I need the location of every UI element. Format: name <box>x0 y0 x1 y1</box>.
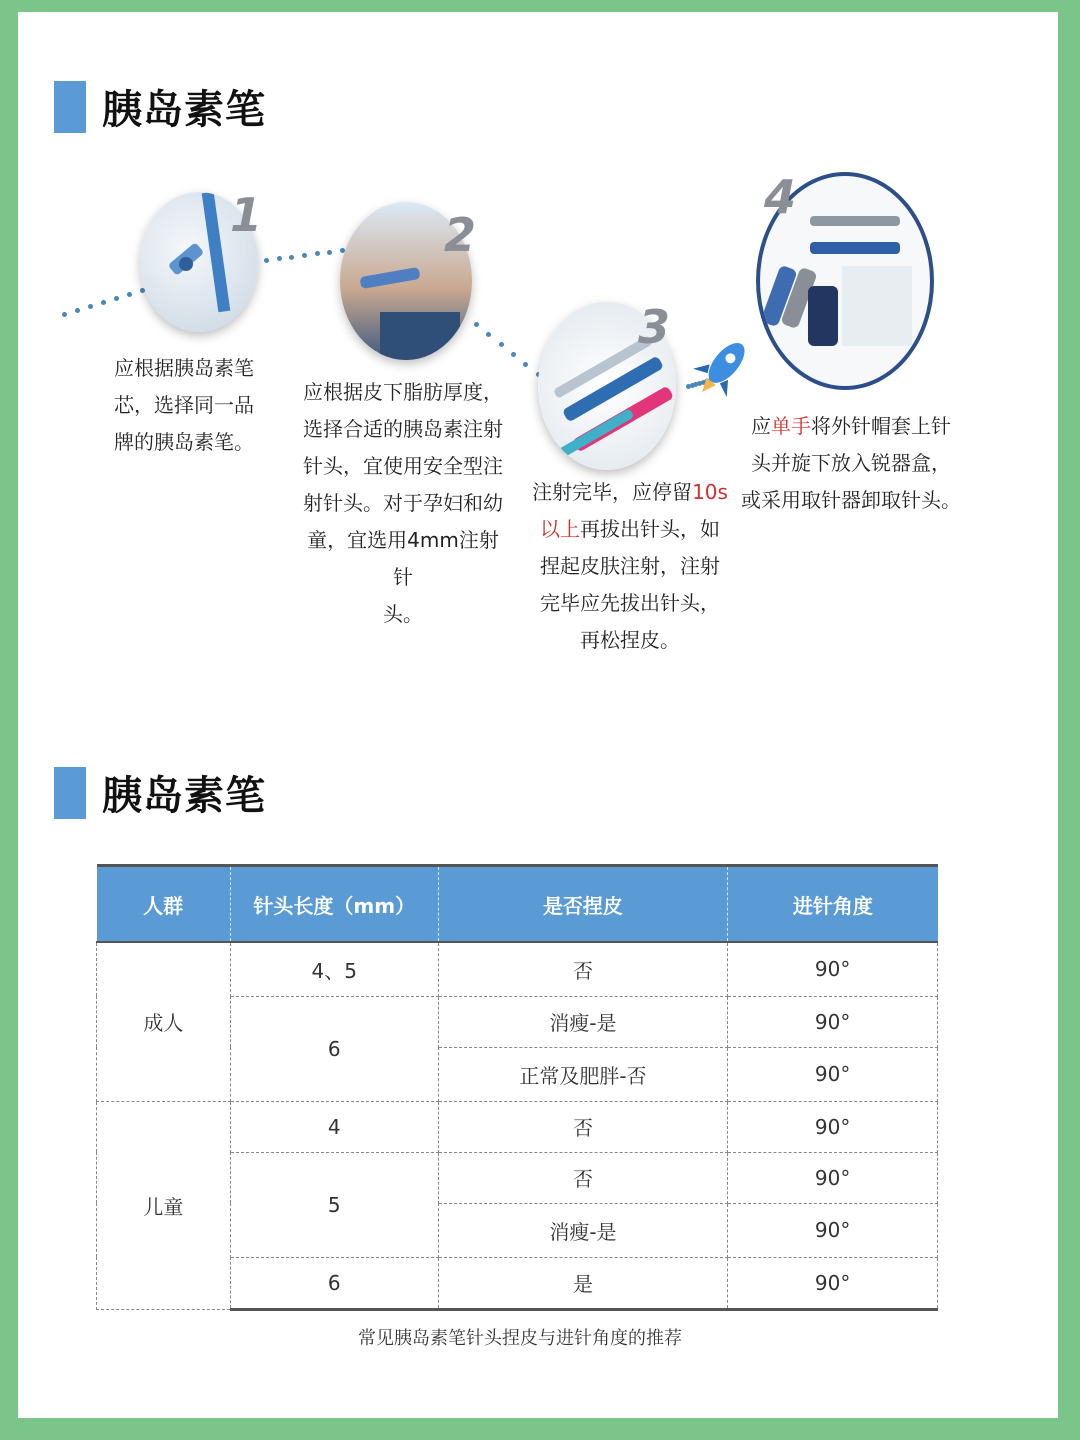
angle-cell: 90° <box>728 942 938 996</box>
path-dot <box>88 304 93 309</box>
header-pinch: 是否捏皮 <box>438 866 728 943</box>
path-dot <box>264 258 269 263</box>
section-title-1: 胰岛素笔 <box>102 87 266 133</box>
length-cell: 4、5 <box>230 942 438 996</box>
angle-cell: 90° <box>728 1047 938 1101</box>
step1-text: 应根据胰岛素笔 芯，选择同一品 牌的胰岛素笔。 <box>114 356 254 454</box>
header-angle: 进针角度 <box>728 866 938 943</box>
section-title-2: 胰岛素笔 <box>102 773 266 819</box>
table-caption: 常见胰岛素笔针头捏皮与进针角度的推荐 <box>358 1328 682 1349</box>
pinch-cell: 消瘦-是 <box>438 1203 728 1257</box>
needle-recommendation-table <box>96 864 938 1311</box>
table-row <box>97 1101 938 1152</box>
group-cell-child: 儿童 <box>97 1101 231 1309</box>
length-cell: 4 <box>230 1101 438 1152</box>
content-card <box>18 12 1058 1418</box>
angle-cell: 90° <box>728 996 938 1047</box>
table-header-row <box>97 866 938 943</box>
path-dot <box>289 255 294 260</box>
heading-accent-bar <box>54 767 86 819</box>
path-dot <box>315 251 320 256</box>
path-dot <box>327 250 332 255</box>
pinch-cell: 正常及肥胖-否 <box>438 1047 728 1101</box>
path-dot <box>114 296 119 301</box>
header-group: 人群 <box>97 866 231 943</box>
angle-cell: 90° <box>728 1203 938 1257</box>
pinch-cell: 否 <box>438 1152 728 1203</box>
section-heading-1 <box>54 78 266 135</box>
group-cell-adult: 成人 <box>97 942 231 1101</box>
step1-number: 1 <box>230 188 263 242</box>
path-dot <box>302 253 307 258</box>
path-dot <box>127 292 132 297</box>
section-heading-2 <box>54 764 266 821</box>
rocket-icon <box>690 332 758 400</box>
length-cell: 6 <box>230 996 438 1101</box>
path-dot <box>474 322 479 327</box>
step3-text: 注射完毕，应停留10s 以上再拔出针头，如 捏起皮肤注射，注射 完毕应先拔出针头， 再松捏皮。 <box>532 480 728 652</box>
path-dot <box>523 362 528 367</box>
pinch-cell: 消瘦-是 <box>438 996 728 1047</box>
header-needle-length: 针头长度（mm） <box>230 866 438 943</box>
angle-cell: 90° <box>728 1152 938 1203</box>
step4-number: 4 <box>764 170 797 224</box>
table-row <box>97 942 938 996</box>
path-dot <box>62 312 67 317</box>
pinch-cell: 是 <box>438 1257 728 1309</box>
length-cell: 5 <box>230 1152 438 1257</box>
angle-cell: 90° <box>728 1257 938 1309</box>
path-dot <box>75 308 80 313</box>
step4-text: 应单手将外针帽套上针 头并旋下放入锐器盒， 或采用取针器卸取针头。 <box>741 414 961 512</box>
heading-accent-bar <box>54 81 86 133</box>
pinch-cell: 否 <box>438 1101 728 1152</box>
path-dot <box>499 342 504 347</box>
path-dot <box>511 352 516 357</box>
path-dot <box>101 300 106 305</box>
path-dot <box>486 332 491 337</box>
step3-number: 3 <box>638 300 671 354</box>
path-dot <box>277 256 282 261</box>
step2-text: 应根据皮下脂肪厚度， 选择合适的胰岛素注射 针头，宜使用安全型注 射针头。对于孕妇和幼 童，宜选用4mm注射针 头。 <box>303 380 503 626</box>
pinch-cell: 否 <box>438 942 728 996</box>
step2-number: 2 <box>444 208 477 262</box>
length-cell: 6 <box>230 1257 438 1309</box>
angle-cell: 90° <box>728 1101 938 1152</box>
